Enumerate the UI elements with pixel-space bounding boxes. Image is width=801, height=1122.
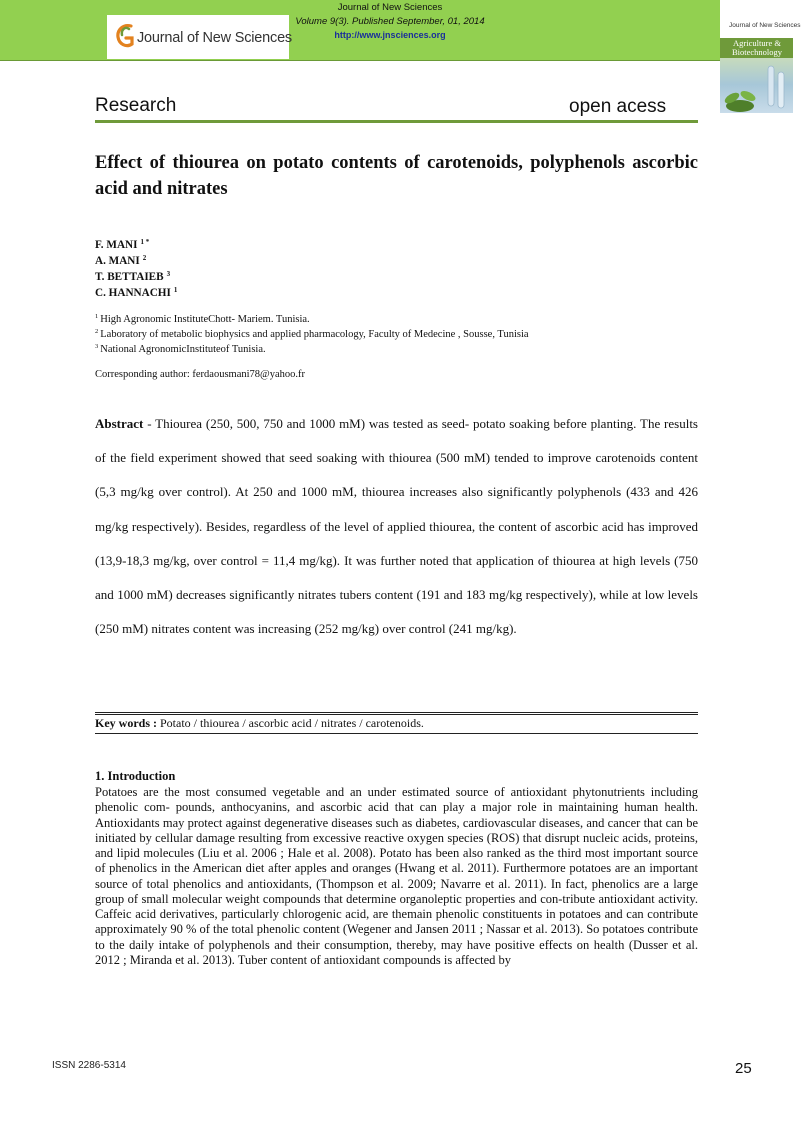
author-4: C. HANNACHI $^1$ xyxy=(95,286,178,299)
footer-issn: ISSN 2286-5314 xyxy=(52,1060,126,1071)
corresponding-author[interactable]: Corresponding author: ferdaousmani78@yahoo.fr xyxy=(95,369,305,380)
abstract-label: Abstract xyxy=(95,416,144,431)
section-divider xyxy=(95,120,698,123)
page-number: 25 xyxy=(735,1060,752,1077)
journal-logo-text: Journal of New Sciences xyxy=(137,30,292,46)
keywords xyxy=(95,716,424,731)
article-title: Effect of thiourea on potato contents of carotenoids, polyphenols ascorbic acid and nitrates xyxy=(95,153,698,199)
affiliation-1: $^1$ High Agronomic InstituteChott- Mariem. Tunisia. xyxy=(95,313,310,325)
keywords-rule-top xyxy=(95,712,698,713)
header-url-link[interactable]: http://www.jnsciences.org xyxy=(334,30,446,40)
journal-logo-icon xyxy=(115,22,137,52)
header-journal-name: Journal of New Sciences xyxy=(337,2,443,13)
affiliation-3: $^3$ National AgronomicInstituteof Tunisia. xyxy=(95,343,266,355)
abstract-text: - Thiourea (250, 500, 750 and 1000 mM) was tested as seed- potato soaking before planting. The results of the field experiment showed that seed soaking with thiourea (500 mM) tended to improve carotenoids content (5,3 mg/kg over control). At 250 and 1000 mM, thiourea increases also significantly polyphenols (433 and 426 mg/kg respectively). Besides, regardless of the level of applied thiourea, the content of ascorbic acid has improved (13,9-18,3 mg/kg, over control = 11,4 mg/kg). It was further noted that application of thiourea at high levels (750 and 1000 mM) decreases significantly nitrates tubers content (191 and 183 mg/kg respectively), while at low levels (250 mM) nitrates content was increasing (252 mg/kg) over control (241 mg/kg). xyxy=(95,416,698,637)
keywords-label: Key words : xyxy=(95,716,157,730)
article-type-label: Research xyxy=(95,95,177,116)
journal-cover-thumbnail xyxy=(720,18,801,113)
author-2: A. MANI $^2$ xyxy=(95,254,147,267)
introduction-text: Potatoes are the most consumed vegetable and an under estimated source of antioxidant phytonutrients including phenolic com- pounds, anthocyanins, and ascorbic acid that can play a major role in maintaining human health. Antioxidants may protect against degenerative diseases such as diabetes, cardiovascular diseases, and cancer that can be initiated by cellular damage resulting from excessive reactive oxygen species (ROS) that disrupt nucleic acids, proteins, and lipid molecules (Liu et al. 2006 ; Hale et al. 2008). Potato has been also ranked as the third most important source of phenolics in the American diet after apples and oranges (Hwang et al. 2011). Furthermore potatoes are an important source of total phenolics and antioxidants, (Thompson et al. 2009; Navarre et al. 2011). In fact, phenolics are a large group of small molecular weight compounds that determine organoleptic properties and con-tribute antioxidant activity. Caffeic acid derivatives, particularly chlorogenic acid, are themain phenolic constituents in potatoes and can contribute approximately 90 % of the total phenolic content (Wegener and Jansen 2011 ; Nassar et al. 2013). So potatoes contribute to the daily intake of polyphenols and their consumption, thereby, may have positive effects on health (Dusser et al. 2012 ; Miranda et al. 2013). Tuber content of antioxidant compounds is affected by xyxy=(95,785,698,967)
affiliation-2: $^2$ Laboratory of metabolic biophysics and applied pharmacology, Faculty of Medecine , Sousse, Tunisia xyxy=(95,328,529,340)
abstract xyxy=(95,407,698,646)
keywords-text: Potato / thiourea / ascorbic acid / nitrates / carotenoids. xyxy=(157,716,424,730)
header-volume-line: Volume 9(3). Published September, 01, 2014 xyxy=(295,16,485,27)
author-3: T. BETTAIEB $^3$ xyxy=(95,270,171,283)
journal-logo xyxy=(107,15,292,59)
author-1: F. MANI $^{1 *}$ xyxy=(95,238,150,251)
keywords-rule-bottom xyxy=(95,733,698,734)
cover-journal-name: Journal of New Sciences xyxy=(729,22,801,29)
open-access-label: open acess xyxy=(569,96,667,117)
cover-plant-image xyxy=(720,58,793,113)
section-heading-introduction: 1. Introduction xyxy=(95,769,176,783)
cover-section-title: Agriculture & Biotechnology xyxy=(731,38,783,57)
